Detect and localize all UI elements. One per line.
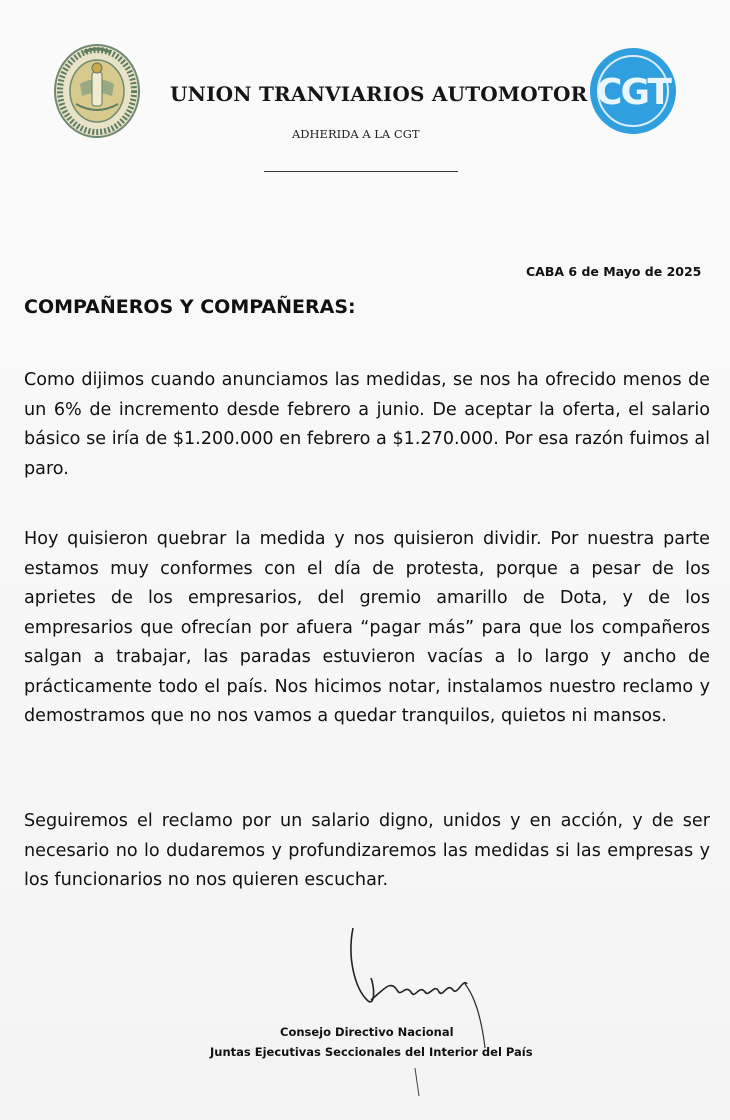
letter-date: CABA 6 de Mayo de 2025 bbox=[526, 264, 702, 279]
handwritten-signature bbox=[345, 918, 495, 1098]
signatory-sections: Juntas Ejecutivas Seccionales del Interior del País bbox=[210, 1045, 533, 1059]
organization-name: UNION TRANVIARIOS AUTOMOTOR bbox=[170, 82, 588, 106]
uta-seal-logo bbox=[54, 44, 140, 138]
header-divider bbox=[264, 171, 458, 172]
greeting: COMPAÑEROS Y COMPAÑERAS: bbox=[24, 296, 356, 318]
paragraph-2: Hoy quisieron quebrar la medida y nos quisieron dividir. Por nuestra parte estamos muy conformes con el día de protesta, porque a pesar de los aprietes de los empresarios, del gremio amarillo de Dota, y de los empresarios que ofrecían por afuera “pagar más” para que los compañeros salgan a trabajar, las paradas estuvieron vacías a lo largo y ancho de prácticamente todo el país. Nos hicimos notar, instalamos nuestro reclamo y demostramos que no nos vamos a quedar tranquilos, quietos ni mansos. bbox=[24, 529, 710, 726]
signatory-council: Consejo Directivo Nacional bbox=[280, 1025, 454, 1039]
paragraph-1: Como dijimos cuando anunciamos las medidas, se nos ha ofrecido menos de un 6% de incremento desde febrero a junio. De aceptar la oferta, el salario básico se iría de $1.200.000 en febrero a $1.270.000. Por esa razón fuimos al paro. bbox=[24, 370, 710, 479]
cgt-logo-text: CGT bbox=[596, 72, 670, 113]
paragraph-3: Seguiremos el reclamo por un salario digno, unidos y en acción, y de ser necesario no lo dudaremos y profundizaremos las medidas si las empresas y los funcionarios no nos quieren escuchar. bbox=[24, 811, 710, 890]
cgt-logo bbox=[589, 46, 677, 136]
affiliation-line: ADHERIDA A LA CGT bbox=[292, 127, 420, 141]
